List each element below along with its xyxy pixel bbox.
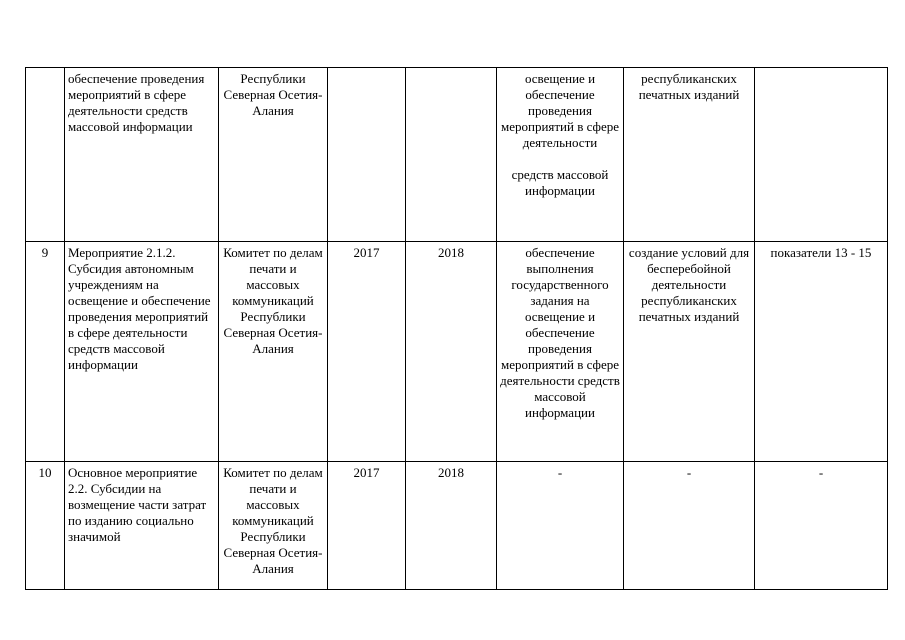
- goal-text-part-2: средств массовой информации: [511, 167, 609, 198]
- start-year-cell: 2017: [328, 462, 406, 590]
- result-cell: республиканских печатных изданий: [624, 68, 755, 242]
- table-row: [26, 242, 888, 462]
- end-year-cell: [406, 68, 497, 242]
- goal-cell: [497, 68, 624, 242]
- paragraph-gap: [500, 151, 620, 167]
- row-number-cell: [26, 68, 65, 242]
- start-year-cell: 2017: [328, 242, 406, 462]
- activity-name-cell: Мероприятие 2.1.2. Субсидия автономным учреждениям на освещение и обеспечение проведения мероприятий в сфере деятельности средств массовой информации: [65, 242, 219, 462]
- row-number-cell: 10: [26, 462, 65, 590]
- activity-name-cell: Основное мероприятие 2.2. Субсидии на возмещение части затрат по изданию социально значимой: [65, 462, 219, 590]
- goal-text-part-1: освещение и обеспечение проведения мероприятий в сфере деятельности: [500, 71, 619, 150]
- indicators-cell: -: [755, 462, 888, 590]
- start-year-cell: [328, 68, 406, 242]
- goal-cell: -: [497, 462, 624, 590]
- end-year-cell: 2018: [406, 242, 497, 462]
- executor-cell: Комитет по делам печати и массовых коммуникаций Республики Северная Осетия-Алания: [219, 462, 328, 590]
- result-cell: создание условий для бесперебойной деятельности республиканских печатных изданий: [624, 242, 755, 462]
- indicators-cell: [755, 68, 888, 242]
- executor-cell: Республики Северная Осетия-Алания: [219, 68, 328, 242]
- result-cell: -: [624, 462, 755, 590]
- program-activities-table: [25, 67, 888, 590]
- indicators-cell: показатели 13 - 15: [755, 242, 888, 462]
- activity-name-cell: обеспечение проведения мероприятий в сфере деятельности средств массовой информации: [65, 68, 219, 242]
- goal-cell: обеспечение выполнения государственного задания на освещение и обеспечение проведения мероприятий в сфере деятельности средств массовой информации: [497, 242, 624, 462]
- table-row: [26, 462, 888, 590]
- end-year-cell: 2018: [406, 462, 497, 590]
- executor-cell: Комитет по делам печати и массовых коммуникаций Республики Северная Осетия-Алания: [219, 242, 328, 462]
- table-row: [26, 68, 888, 242]
- row-number-cell: 9: [26, 242, 65, 462]
